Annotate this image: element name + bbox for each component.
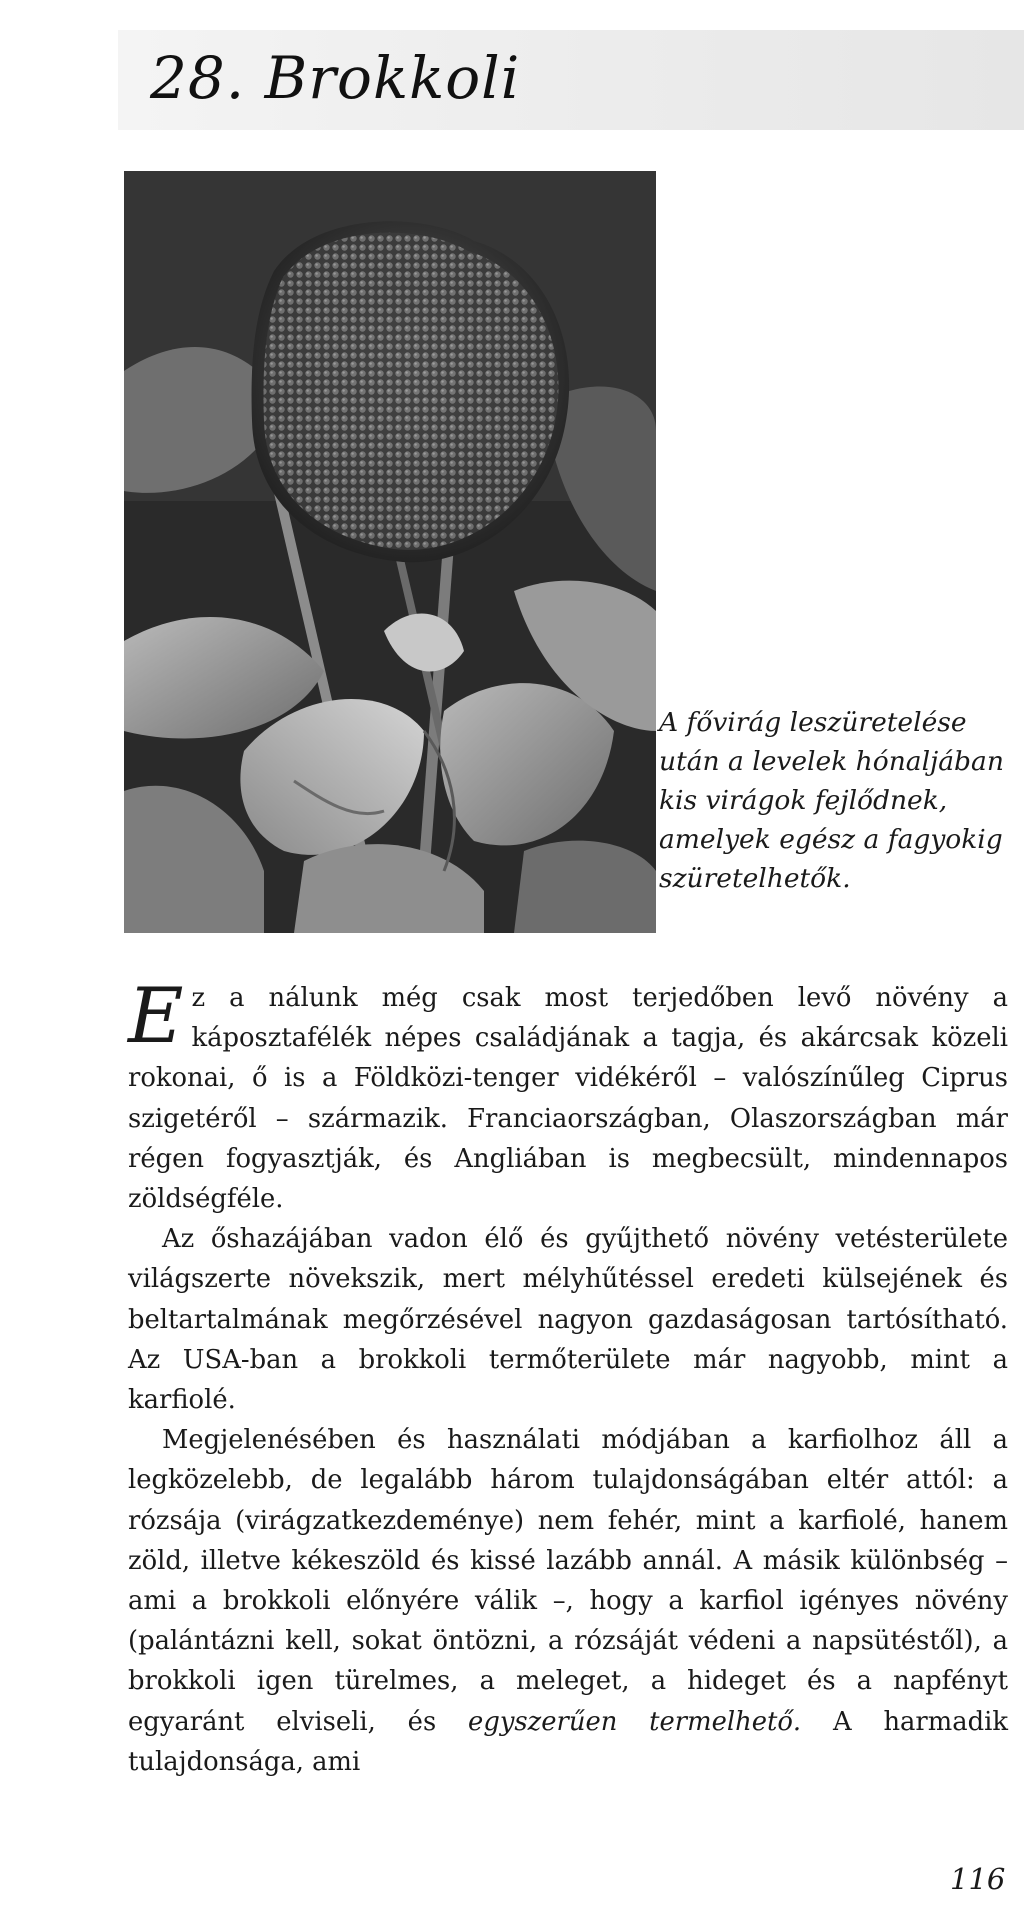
page-number: 116 <box>950 1862 1006 1896</box>
broccoli-photo <box>124 171 656 933</box>
article-body <box>128 971 1009 1782</box>
paragraph-1-text: z a nálunk még csak most terjedőben levő növény a káposztafélék népes családjának a tagja, és akárcsak közeli rokonai, ő is a Földközi-tenger vidékéről – valószínűleg Ciprus szigetéről – származik. Franciaországban, Olaszországban már régen fogyasztják, és Angliában is megbecsült, mindennapos zöldségféle. <box>128 983 1008 1215</box>
paragraph-3-text-a: Megjelenésében és használati módjában a karfiolhoz áll a legközelebb, de legalább három tulajdonságában eltér attól: a rózsája (virágzatkezdeménye) nem fehér, mint a karfiolé, hanem zöld, illetve kékeszöld és kissé lazább annál. A másik különbség – ami a brokkoli előnyére válik –, hogy a karfiol igényes növény (palántázni kell, sokat öntözni, a rózsáját védeni a napsütéstől), a brokkoli igen türelmes, a meleget, a hideget és a napfényt egyaránt elviseli, és <box>128 1425 1008 1737</box>
paragraph-1 <box>128 971 1008 1219</box>
chapter-title: 28. Brokkoli <box>150 44 521 112</box>
paragraph-3 <box>128 1420 1008 1782</box>
figure-caption: A fővirág leszüretelése után a levelek hónaljában kis virágok fejlődnek, amelyek egész a fagyokig szüretelhetők. <box>659 707 1004 894</box>
drop-cap: E <box>128 971 184 1060</box>
paragraph-3-text-b: A harmadik tulajdonsága, ami <box>128 1706 1009 1777</box>
paragraph-3-emphasis: egyszerűen termelhető. <box>468 1706 802 1737</box>
broccoli-photo-graphic <box>124 171 656 933</box>
paragraph-2: Az őshazájában vadon élő és gyűjthető növény vetésterülete világszerte növekszik, mert mélyhűtéssel eredeti külsejének és beltartalmának megőrzésével nagyon gazdaságosan tartósítható. Az USA-ban a brokkoli termőterülete már nagyobb, mint a karfiolé. <box>128 1224 1008 1416</box>
